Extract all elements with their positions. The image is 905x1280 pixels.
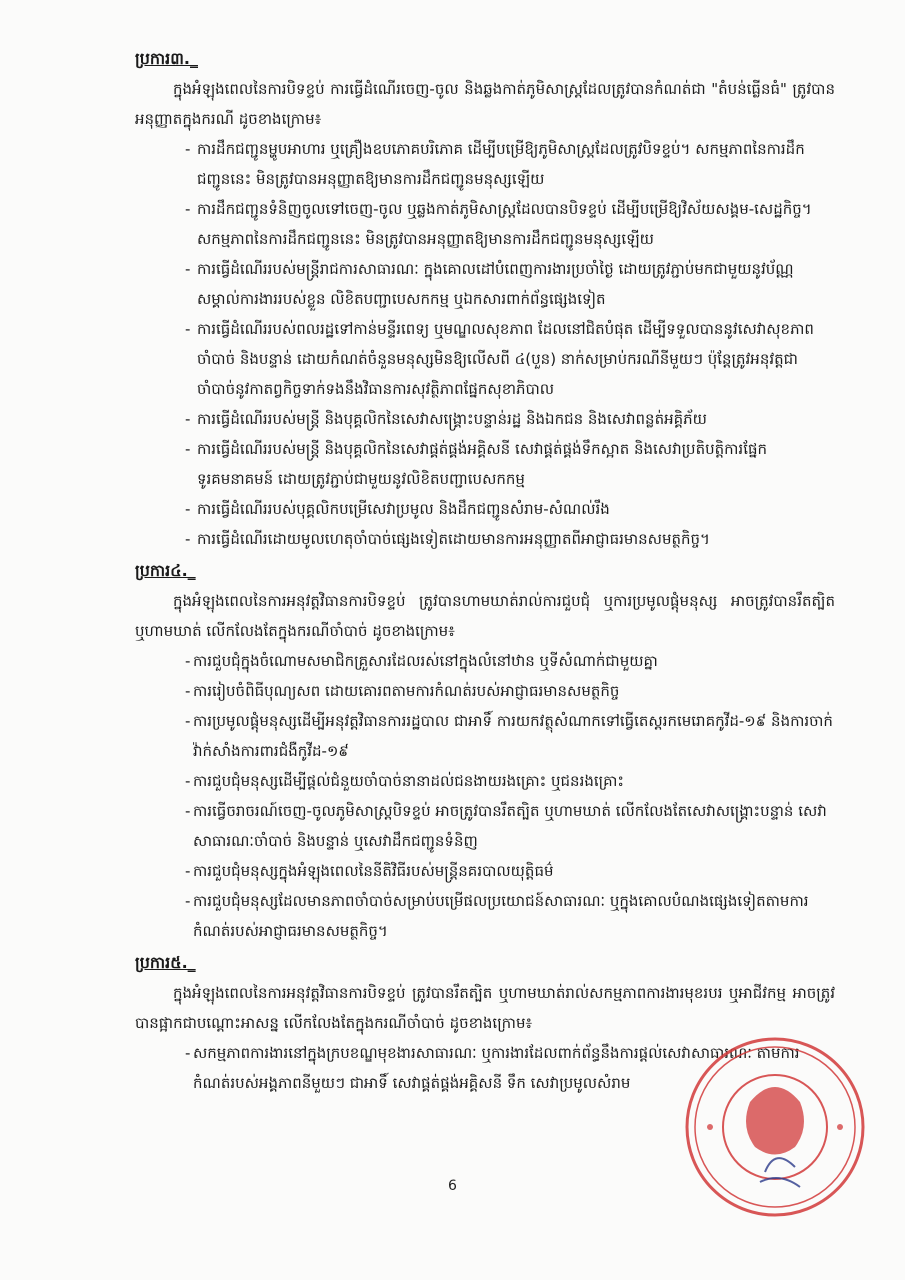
- article-4-item-text: ការជួបជុំក្នុងចំណោមសមាជិកគ្រួសារដែលរស់នៅក្នុងលំនៅឋាន ឬទីសំណាក់ជាមួយគ្នា: [193, 652, 658, 670]
- document-body: [135, 42, 835, 1098]
- article-4-item: - ការធ្វើចរាចរណ៍ចេញ-ចូលភូមិសាស្ត្របិទខ្ទប់ អាចត្រូវបានរឹតត្បិត ឬហាមឃាត់ លើកលែងតែសេវាសង្គ្រោះបន្ទាន់ សេវាសាធារណៈចាំបាច់ និងបន្ទាន់ ឬសេវាដឹកជញ្ជូនទំនិញ: [185, 802, 827, 850]
- article-4-item-text: ការជួបជុំមនុស្សក្នុងអំឡុងពេលនៃនីតិវិធីរបស់មន្ត្រីនគរបាលយុត្តិធម៌: [193, 862, 554, 880]
- article-3-item: - ការដឹកជញ្ជូនម្ហូបអាហារ ឬគ្រឿងឧបភោគបរិភោគ ដើម្បីបម្រើឱ្យភូមិសាស្ត្រដែលត្រូវបិទខ្ទប់។ សកម្មភាពនៃការដឹកជញ្ជូននេះ មិនត្រូវបានអនុញ្ញាតឱ្យមានការដឹកជញ្ជូនមនុស្សឡើយ: [185, 140, 805, 188]
- article-4-item-text: ការជួបជុំមនុស្សដើម្បីផ្តល់ជំនួយចាំបាច់នានាដល់ជនងាយរងគ្រោះ ឬជនរងគ្រោះ: [193, 772, 624, 790]
- article-3-item: - ការធ្វើដំណើររបស់មន្ត្រី និងបុគ្គលិកនៃសេវាផ្គត់ផ្គង់អគ្គិសនី សេវាផ្គត់ផ្គង់ទឹកស្អាត និងសេវាប្រតិបត្តិការផ្នែកទូរគមនាគមន៍ ដោយត្រូវភ្ជាប់ជាមួយនូវលិខិតបញ្ជាបេសកកម្ម: [185, 440, 767, 488]
- article-5-item-text: សកម្មភាពការងារនៅក្នុងក្របខណ្ឌមុខងារសាធារណៈ ឬការងារដែលពាក់ព័ន្ធនឹងការផ្តល់សេវាសាធារណៈ តាមការកំណត់របស់អង្គភាពនីមួយៗ ជាអាទិ៍ សេវាផ្គត់ផ្គង់អគ្គិសនី ទឹក សេវាប្រមូលសំរាម: [193, 1044, 800, 1092]
- article-3-item-text: ការធ្វើដំណើររបស់មន្ត្រីរាជការសាធារណៈ ក្នុងគោលដៅបំពេញការងារប្រចាំថ្ងៃ ដោយត្រូវភ្ជាប់មកជាមួយនូវប័ណ្ណសម្គាល់ការងាររបស់ខ្លួន លិខិតបញ្ជាបេសកកម្ម ឬឯកសារពាក់ព័ន្ធផ្សេងទៀត: [197, 260, 794, 308]
- article-3-list: [135, 134, 835, 554]
- article-3-item-text: ការដឹកជញ្ជូនទំនិញចូលទៅចេញ-ចូល ឬឆ្លងកាត់ភូមិសាស្ត្រដែលបានបិទខ្ទប់ ដើម្បីបម្រើឱ្យវិស័យសង្គម-សេដ្ឋកិច្ច។ សកម្មភាពនៃការដឹកជញ្ជូននេះ មិនត្រូវបានអនុញ្ញាតឱ្យមានការដឹកជញ្ជូនមនុស្សឡើយ: [197, 200, 812, 248]
- article-3-item: - ការធ្វើដំណើររបស់មន្ត្រីរាជការសាធារណៈ ក្នុងគោលដៅបំពេញការងារប្រចាំថ្ងៃ ដោយត្រូវភ្ជាប់មកជាមួយនូវប័ណ្ណសម្គាល់ការងាររបស់ខ្លួន លិខិតបញ្ជាបេសកកម្ម ឬឯកសារពាក់ព័ន្ធផ្សេងទៀត: [185, 260, 794, 308]
- article-3-heading: ប្រការ៣._: [135, 49, 198, 68]
- article-4-item: - ការរៀបចំពិធីបុណ្យសព ដោយគោរពតាមការកំណត់របស់អាជ្ញាធរមានសមត្ថកិច្ច: [185, 682, 620, 700]
- article-4-heading: ប្រការ៤._: [135, 561, 196, 580]
- article-3-item-text: ការដឹកជញ្ជូនម្ហូបអាហារ ឬគ្រឿងឧបភោគបរិភោគ ដើម្បីបម្រើឱ្យភូមិសាស្ត្រដែលត្រូវបិទខ្ទប់។ សកម្មភាពនៃការដឹកជញ្ជូននេះ មិនត្រូវបានអនុញ្ញាតឱ្យមានការដឹកជញ្ជូនមនុស្សឡើយ: [197, 140, 805, 188]
- page-number: 6: [448, 1178, 457, 1194]
- article-3-item: - ការធ្វើដំណើររបស់មន្ត្រី និងបុគ្គលិកនៃសេវាសង្គ្រោះបន្ទាន់រដ្ឋ និងឯកជន និងសេវាពន្លត់អគ្គិភ័យ: [185, 410, 707, 428]
- article-3-item-text: ការធ្វើដំណើររបស់មន្ត្រី និងបុគ្គលិកនៃសេវាផ្គត់ផ្គង់អគ្គិសនី សេវាផ្គត់ផ្គង់ទឹកស្អាត និងសេវាប្រតិបត្តិការផ្នែកទូរគមនាគមន៍ ដោយត្រូវភ្ជាប់ជាមួយនូវលិខិតបញ្ជាបេសកកម្ម: [197, 440, 767, 488]
- article-3-intro: ក្នុងអំឡុងពេលនៃការបិទខ្ទប់ ការធ្វើដំណើរចេញ-ចូល និងឆ្លងកាត់ភូមិសាស្ត្រដែលត្រូវបានកំណត់ជា "តំបន់ធ្លើនធំ" ត្រូវបានអនុញ្ញាតក្នុងករណី ដូចខាងក្រោម៖: [135, 80, 835, 128]
- article-4-list: [135, 646, 835, 946]
- article-4-item: - ការប្រមូលផ្តុំមនុស្សដើម្បីអនុវត្តវិធានការរដ្ឋបាល ជាអាទិ៍ ការយកវត្ថុសំណាកទៅធ្វើតេស្តរកមេរោគកូវីដ-១៩ និងការចាក់វ៉ាក់សាំងការពារជំងឺកូវីដ-១៩: [185, 712, 833, 760]
- article-5-intro: ក្នុងអំឡុងពេលនៃការអនុវត្តវិធានការបិទខ្ទប់ ត្រូវបានរឹតត្បិត ឬហាមឃាត់រាល់សកម្មភាពការងារមុខរបរ ឬអាជីវកម្ម អាចត្រូវបានផ្អាកជាបណ្តោះអាសន្ន លើកលែងតែក្នុងករណីចាំបាច់ ដូចខាងក្រោម៖: [135, 984, 835, 1032]
- article-4-item: - ការជួបជុំមនុស្សក្នុងអំឡុងពេលនៃនីតិវិធីរបស់មន្ត្រីនគរបាលយុត្តិធម៌: [185, 862, 554, 880]
- article-4-item: - ការជួបជុំមនុស្សដែលមានភាពចាំបាច់សម្រាប់បម្រើផលប្រយោជន៍សាធារណៈ ឬក្នុងគោលបំណងផ្សេងទៀតតាមការកំណត់របស់អាជ្ញាធរមានសមត្ថកិច្ច។: [185, 892, 809, 940]
- article-4-item-text: ការជួបជុំមនុស្សដែលមានភាពចាំបាច់សម្រាប់បម្រើផលប្រយោជន៍សាធារណៈ ឬក្នុងគោលបំណងផ្សេងទៀតតាមការកំណត់របស់អាជ្ញាធរមានសមត្ថកិច្ច។: [193, 892, 809, 940]
- article-3-item: - ការធ្វើដំណើរដោយមូលហេតុចាំបាច់ផ្សេងទៀតដោយមានការអនុញ្ញាតពីអាជ្ញាធរមានសមត្ថកិច្ច។: [185, 530, 710, 548]
- article-4-item-text: ការរៀបចំពិធីបុណ្យសព ដោយគោរពតាមការកំណត់របស់អាជ្ញាធរមានសមត្ថកិច្ច: [193, 682, 620, 700]
- article-3-item-text: ការធ្វើដំណើររបស់ពលរដ្ឋទៅកាន់មន្ទីរពេទ្យ ឬមណ្ឌលសុខភាព ដែលនៅជិតបំផុត ដើម្បីទទួលបាននូវសេវាសុខភាពចាំបាច់ និងបន្ទាន់ ដោយកំណត់ចំនួនមនុស្សមិនឱ្យលើសពី ៤(បួន) នាក់សម្រាប់ករណីនីមួយៗ ប៉ុន្តែត្រូវអនុវត្តជាចាំបាច់នូវកាតព្វកិច្ចទាក់ទងនឹងវិធានការសុវត្ថិភាពផ្នែកសុខាភិបាល: [197, 320, 814, 398]
- article-4-item: - ការជួបជុំមនុស្សដើម្បីផ្តល់ជំនួយចាំបាច់នានាដល់ជនងាយរងគ្រោះ ឬជនរងគ្រោះ: [185, 772, 624, 790]
- article-3-item-text: ការធ្វើដំណើររបស់មន្ត្រី និងបុគ្គលិកនៃសេវាសង្គ្រោះបន្ទាន់រដ្ឋ និងឯកជន និងសេវាពន្លត់អគ្គិភ័យ: [197, 410, 707, 428]
- article-3-item-text: ការធ្វើដំណើរដោយមូលហេតុចាំបាច់ផ្សេងទៀតដោយមានការអនុញ្ញាតពីអាជ្ញាធរមានសមត្ថកិច្ច។: [197, 530, 710, 548]
- article-4-intro: ក្នុងអំឡុងពេលនៃការអនុវត្តវិធានការបិទខ្ទប់ ត្រូវបានហាមឃាត់រាល់ការជួបជុំ ឬការប្រមូលផ្តុំមនុស្ស អាចត្រូវបានរឹតត្បិត ឬហាមឃាត់ លើកលែងតែក្នុងករណីចាំបាច់ ដូចខាងក្រោម៖: [135, 592, 835, 640]
- article-4-item: - ការជួបជុំក្នុងចំណោមសមាជិកគ្រួសារដែលរស់នៅក្នុងលំនៅឋាន ឬទីសំណាក់ជាមួយគ្នា: [185, 652, 658, 670]
- article-4-item-text: ការប្រមូលផ្តុំមនុស្សដើម្បីអនុវត្តវិធានការរដ្ឋបាល ជាអាទិ៍ ការយកវត្ថុសំណាកទៅធ្វើតេស្តរកមេរោគកូវីដ-១៩ និងការចាក់វ៉ាក់សាំងការពារជំងឺកូវីដ-១៩: [193, 712, 833, 760]
- article-4-item-text: ការធ្វើចរាចរណ៍ចេញ-ចូលភូមិសាស្ត្របិទខ្ទប់ អាចត្រូវបានរឹតត្បិត ឬហាមឃាត់ លើកលែងតែសេវាសង្គ្រោះបន្ទាន់ សេវាសាធារណៈចាំបាច់ និងបន្ទាន់ ឬសេវាដឹកជញ្ជូនទំនិញ: [193, 802, 827, 850]
- article-3-item: - ការដឹកជញ្ជូនទំនិញចូលទៅចេញ-ចូល ឬឆ្លងកាត់ភូមិសាស្ត្រដែលបានបិទខ្ទប់ ដើម្បីបម្រើឱ្យវិស័យសង្គម-សេដ្ឋកិច្ច។ សកម្មភាពនៃការដឹកជញ្ជូននេះ មិនត្រូវបានអនុញ្ញាតឱ្យមានការដឹកជញ្ជូនមនុស្សឡើយ: [185, 200, 812, 248]
- article-3-item-text: ការធ្វើដំណើររបស់បុគ្គលិកបម្រើសេវាប្រមូល និងដឹកជញ្ជូនសំរាម-សំណល់រឹង: [197, 500, 610, 518]
- article-3-item: - ការធ្វើដំណើររបស់ពលរដ្ឋទៅកាន់មន្ទីរពេទ្យ ឬមណ្ឌលសុខភាព ដែលនៅជិតបំផុត ដើម្បីទទួលបាននូវសេវាសុខភាពចាំបាច់ និងបន្ទាន់ ដោយកំណត់ចំនួនមនុស្សមិនឱ្យលើសពី ៤(បួន) នាក់សម្រាប់ករណីនីមួយៗ ប៉ុន្តែត្រូវអនុវត្តជាចាំបាច់នូវកាតព្វកិច្ចទាក់ទងនឹងវិធានការសុវត្ថិភាពផ្នែកសុខាភិបាល: [185, 320, 814, 398]
- article-5-heading: ប្រការ៥._: [135, 953, 196, 972]
- article-3-item: - ការធ្វើដំណើររបស់បុគ្គលិកបម្រើសេវាប្រមូល និងដឹកជញ្ជូនសំរាម-សំណល់រឹង: [185, 500, 610, 518]
- article-5-item: - សកម្មភាពការងារនៅក្នុងក្របខណ្ឌមុខងារសាធារណៈ ឬការងារដែលពាក់ព័ន្ធនឹងការផ្តល់សេវាសាធារណៈ តាមការកំណត់របស់អង្គភាពនីមួយៗ ជាអាទិ៍ សេវាផ្គត់ផ្គង់អគ្គិសនី ទឹក សេវាប្រមូលសំរាម: [185, 1044, 800, 1092]
